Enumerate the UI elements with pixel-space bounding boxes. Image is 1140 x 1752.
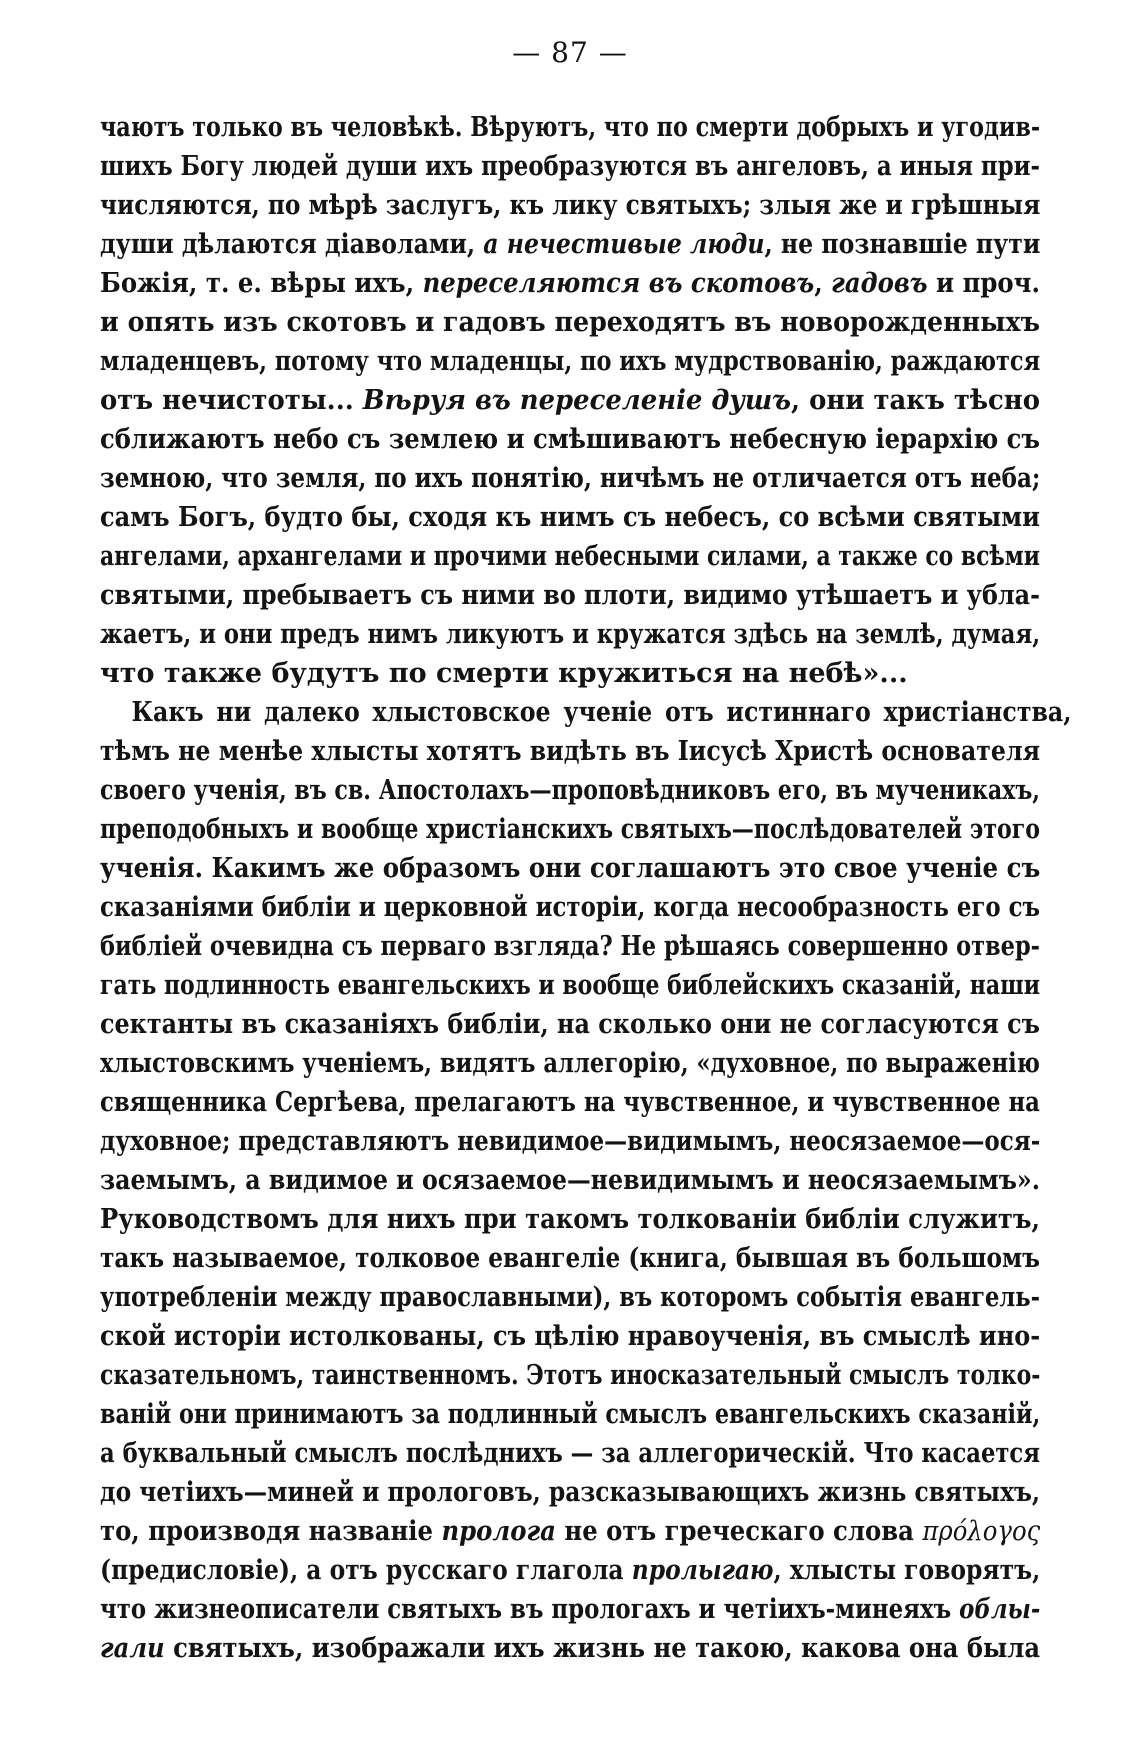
text-run: а буквальный смыслъ послѣднихъ — за аллегорическій. Что касается [100,1438,1040,1469]
text-run: отъ нечистоты... [100,385,363,416]
text-run: то, производя названіе [100,1516,442,1547]
italic-phrase: гали [100,1633,165,1664]
text-run: заемымъ, а видимое и осязаемое—невидимымъ и неосязаемымъ». [100,1165,1040,1196]
text-run: хлыстовскимъ ученіемъ, видятъ аллегорію, «духовное, по выраженію [100,1048,1040,1079]
text-run: святыхъ, изображали ихъ жизнь не такою, какова она была [164,1633,1040,1664]
text-run: , [814,268,832,299]
text-line [100,1590,1040,1629]
text-line [100,849,1040,888]
text-run: самъ Богъ, будто бы, сходя къ нимъ съ небесъ, со всѣми святыми [100,502,1041,533]
text-line [100,225,1040,264]
text-run: , не познавшіе пути [764,229,1040,260]
text-run: сказательномъ, таинственномъ. Этотъ иносказательный смыслъ толко- [100,1360,1041,1391]
text-run: сказаніями библіи и церковной исторіи, когда несообразность его съ [100,892,1041,923]
text-run: Какъ ни далеко хлыстовское ученіе отъ истиннаго христіанства, [131,697,1072,728]
text-run: тѣмъ не менѣе хлысты хотятъ видѣть въ Іисусѣ Христѣ основателя [100,736,1040,767]
text-line [100,771,1040,810]
italic-phrase: пролога [441,1516,556,1547]
text-line [100,108,1040,147]
text-line [100,1278,1040,1317]
text-run: что также будутъ по смерти кружиться на небѣ»... [100,658,908,689]
text-line [100,1200,1040,1239]
text-run: преподобныхъ и вообще христіанскихъ святыхъ—послѣдователей этого [100,814,1040,845]
text-line [100,1512,1040,1551]
text-run: ангелами, архангелами и прочими небесными силами, а также со всѣми [100,541,1040,572]
text-line [100,1239,1040,1278]
text-line [100,966,1040,1005]
text-run: ученія. Какимъ же образомъ они соглашаютъ это свое ученіе съ [100,853,1041,884]
italic-phrase: Вѣруя въ переселеніе душъ [362,385,792,416]
text-run: младенцевъ, потому что младенцы, по ихъ мудрствованію, раждаются [100,346,1040,377]
text-run: такъ называемое, толковое евангеліе (книга, бывшая въ большомъ [100,1243,1040,1274]
text-run: Руководствомъ для нихъ при такомъ толкованіи библіи служитъ, [100,1204,1040,1235]
text-line [100,576,1040,615]
text-line [100,810,1040,849]
text-run: своего ученія, въ св. Апостолахъ—проповѣдниковъ его, въ мученикахъ, [100,775,1040,806]
text-run: духовное; представляютъ невидимое—видимымъ, неосязаемое—ося- [100,1126,1040,1157]
text-run: не отъ греческаго слова [555,1516,923,1547]
greek-word: πρόλογος [922,1516,1040,1547]
text-line [100,1161,1040,1200]
text-line [100,303,1040,342]
text-line [100,264,1040,303]
text-run: и проч. [927,268,1040,299]
text-run: употребленіи между православными), въ которомъ событія евангель- [100,1282,1041,1313]
text-line [100,1356,1040,1395]
text-line [100,693,1071,732]
text-run: священника Сергѣева, прелагаютъ на чувственное, и чувственное на [100,1087,1040,1118]
text-run: ской исторіи истолкованы, съ цѣлію нравоученія, въ смыслѣ ино- [100,1321,1040,1352]
text-line [100,1044,1040,1083]
text-run: гать подлинность евангельскихъ и вообще библейскихъ сказаній, наши [100,970,1041,1001]
text-run: сближаютъ небо съ землею и смѣшиваютъ небесную іерархію съ [100,424,1040,455]
text-line [100,537,1040,576]
italic-phrase: облы- [959,1594,1041,1625]
text-run: шихъ Богу людей души ихъ преобразуются въ ангеловъ, а иныя при- [100,151,1040,182]
text-line [100,1551,1040,1590]
page-number: — 87 — [512,36,628,69]
text-line [100,732,1040,771]
text-line [100,186,1040,225]
text-run: жаетъ, и они предъ нимъ ликуютъ и кружатся здѣсь на землѣ, думая, [100,619,1041,650]
text-line [100,1122,1040,1161]
text-run: и опять изъ скотовъ и гадовъ переходятъ въ новорожденныхъ [100,307,1041,338]
text-line [100,147,1040,186]
text-line [100,927,1040,966]
text-line [100,1473,1040,1512]
text-line [100,1317,1040,1356]
italic-phrase: пролыгаю [631,1555,774,1586]
text-run: , хлысты говорятъ, [773,1555,1041,1586]
text-line [100,888,1040,927]
text-line [100,1083,1040,1122]
text-run: , они такъ тѣсно [791,385,1040,416]
text-line [100,498,1040,537]
text-line [100,459,1040,498]
page-body-text [100,108,1072,1668]
text-run: души дѣлаются діаволами, [100,229,484,260]
text-run: что жизнеописатели святыхъ въ прологахъ и четіихъ-минеяхъ [100,1594,960,1625]
text-run: святыми, пребываетъ съ ними во плоти, видимо утѣшаетъ и ублa- [100,580,1041,611]
text-run: библіей очевидна съ перваго взгляда? Не рѣшаясь совершенно отвер- [100,931,1041,962]
text-run: до четіихъ—миней и прологовъ, разсказывающихъ жизнь святыхъ, [100,1477,1041,1508]
italic-phrase: переселяются въ скотовъ [422,268,815,299]
text-line [100,381,1040,420]
text-line [100,615,1040,654]
text-line [100,1434,1040,1473]
text-run: Божія, т. е. вѣры ихъ, [100,268,423,299]
text-line [100,654,1040,693]
italic-phrase: гадовъ [831,268,928,299]
text-run: числяются, по мѣрѣ заслугъ, къ лику святыхъ; злыя же и грѣшныя [100,190,1041,221]
text-line [100,420,1040,459]
text-run: сектанты въ сказаніяхъ библіи, на сколько они не согласуются съ [100,1009,1040,1040]
text-line [100,1629,1040,1668]
text-line [100,1005,1040,1044]
text-line [100,342,1040,381]
text-run: земною, что земля, по ихъ понятію, ничѣмъ не отличается отъ неба; [100,463,1041,494]
italic-phrase: а нечестивые люди [483,229,765,260]
text-line [100,1395,1040,1434]
text-run: ваній они принимаютъ за подлинный смыслъ евангельскихъ сказаній, [100,1399,1040,1430]
text-run: чаютъ только въ человѣкѣ. Вѣруютъ, что по смерти добрыхъ и угодив- [100,112,1041,143]
text-run: (предисловіе), а отъ русскаго глагола [100,1555,632,1586]
